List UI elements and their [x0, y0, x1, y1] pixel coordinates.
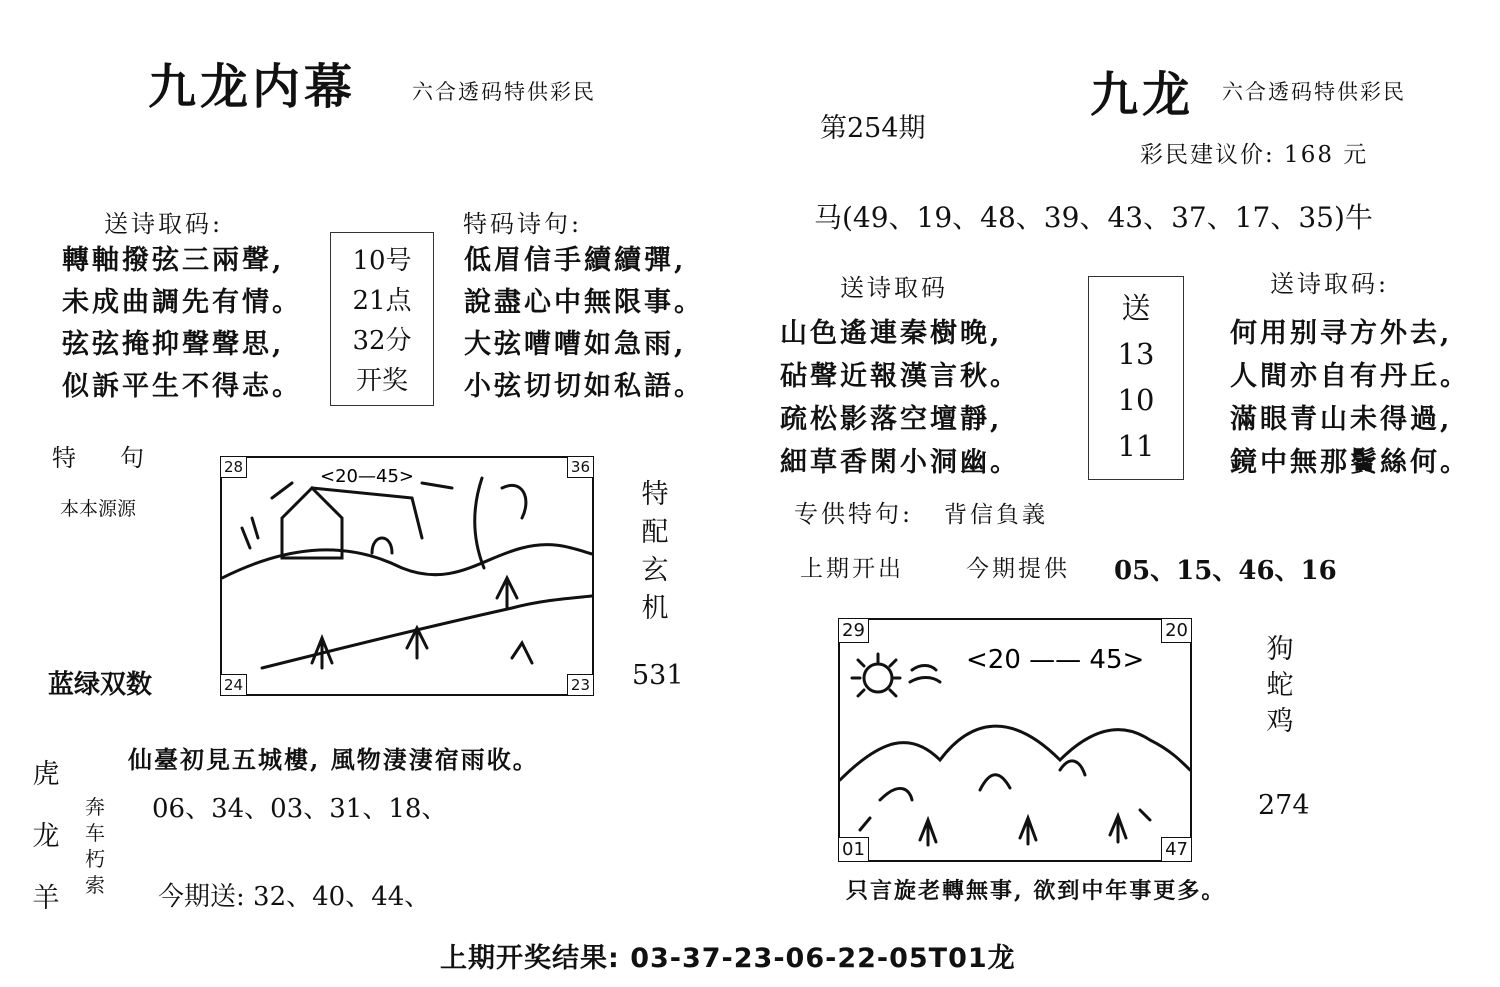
send-number: 10 [1117, 383, 1155, 417]
right-title: 九龙 [1090, 67, 1195, 123]
corner-number-br: 47 [1161, 837, 1192, 862]
draw-label: 开奖 [355, 366, 408, 396]
corner-number-tl: 29 [838, 618, 869, 643]
right-sketch [840, 620, 1190, 860]
draw-minute: 32分 [352, 326, 412, 356]
right-special-phrase: 背信負義 [944, 502, 1048, 528]
send-number: 11 [1117, 429, 1155, 463]
poem-line: 人間亦自有丹丘。 [1230, 361, 1470, 392]
poem-line: 說盡心中無限事。 [464, 287, 704, 318]
last-draw-result: 上期开奖结果: 03-37-23-06-22-05T01龙 [440, 943, 1016, 974]
poem-line: 砧聲近報漢言秋。 [780, 361, 1020, 392]
vertical-char: 车 [85, 821, 105, 845]
poem-line: 大弦嘈嘈如急雨, [464, 329, 687, 360]
vertical-char: 羊 [32, 883, 60, 914]
zodiac-number-range: 马(49、19、48、39、43、37、17、35)牛 [814, 201, 1373, 234]
right-riddle-picture [838, 618, 1192, 862]
vertical-char: 奔 [85, 795, 105, 819]
last-draw-label: 上期开出 [800, 556, 904, 582]
vertical-char: 特 [641, 479, 669, 510]
left-send-numbers: 今期送: 32、40、44、 [158, 882, 431, 912]
poem-line: 鏡中無那鬢絲何。 [1230, 447, 1470, 478]
left-title: 九龙内幕 [148, 59, 357, 115]
right-poem-right [1230, 312, 1470, 484]
right-special-phrase-label: 专供特句: [794, 500, 914, 528]
corner-number-tr: 20 [1161, 618, 1192, 643]
left-number-list: 06、34、03、31、18、 [152, 794, 448, 824]
poem-line: 低眉信手續續彈, [464, 245, 687, 276]
vertical-char: 鸡 [1266, 706, 1294, 737]
poem-line: 山色遙連秦樹晚, [780, 318, 1003, 349]
left-zodiac-vertical [28, 744, 64, 930]
poem-line: 疏松影落空壇靜, [780, 404, 1003, 435]
send-number: 13 [1117, 337, 1155, 371]
poem-line: 似訴平生不得志。 [62, 371, 302, 402]
vertical-char: 玄 [641, 555, 669, 586]
corner-number-br: 23 [567, 674, 594, 696]
left-special-poem [464, 240, 704, 408]
corner-number-bl: 24 [220, 674, 247, 696]
left-poem [62, 240, 302, 408]
vertical-char: 机 [641, 593, 669, 624]
poem-line: 細草香閑小洞幽。 [780, 447, 1020, 478]
vertical-char: 朽 [85, 847, 105, 871]
corner-number-bl: 01 [838, 837, 869, 862]
provide-label: 今期提供 [966, 556, 1070, 582]
left-special-heading: 特码诗句: [463, 210, 583, 238]
draw-number: 10号 [352, 246, 412, 276]
vertical-char: 配 [641, 517, 669, 548]
price-label: 彩民建议价: 168 元 [1140, 142, 1369, 168]
left-subtitle: 六合透码特供彩民 [412, 80, 596, 104]
left-special-phrase: 本本源源 [60, 498, 137, 520]
right-side-number: 274 [1258, 790, 1310, 821]
left-side-vertical [640, 476, 670, 628]
right-side-vertical [1262, 632, 1298, 740]
vertical-char: 索 [85, 873, 105, 897]
corner-number-tr: 36 [567, 456, 594, 478]
right-send-box [1088, 276, 1184, 480]
vertical-char: 龙 [32, 821, 60, 852]
send-label: 送 [1121, 291, 1151, 325]
draw-hour: 21点 [352, 286, 412, 316]
right-subtitle: 六合透码特供彩民 [1222, 80, 1406, 104]
poem-line: 小弦切切如私語。 [464, 371, 704, 402]
provide-numbers: 05、15、46、16 [1114, 556, 1337, 586]
poem-line: 何用别寻方外去, [1230, 318, 1453, 349]
right-poem-heading-right: 送诗取码: [1270, 270, 1390, 298]
left-side-number: 531 [632, 660, 684, 691]
left-poem-heading: 送诗取码: [104, 210, 224, 238]
poem-line: 未成曲調先有情。 [62, 287, 302, 318]
poem-line: 滿眼青山未得過, [1230, 404, 1453, 435]
corner-number-tl: 28 [220, 456, 247, 478]
right-bottom-poem: 只言旋老轉無事, 欲到中年事更多。 [846, 878, 1226, 904]
left-draw-time-box [330, 232, 434, 406]
vertical-char: 虎 [32, 759, 60, 790]
right-poem-left [780, 312, 1020, 484]
left-idiom-vertical [80, 794, 110, 898]
vertical-char: 蛇 [1266, 670, 1294, 701]
right-poem-heading-left: 送诗取码 [840, 274, 948, 302]
poem-line: 弦弦掩抑聲聲思, [62, 329, 285, 360]
left-sketch [222, 458, 592, 694]
left-bottom-poem: 仙臺初見五城樓, 風物淒淒宿雨收。 [128, 745, 539, 774]
left-color-hint: 蓝绿双数 [48, 670, 153, 700]
issue-number: 第254期 [820, 113, 926, 144]
right-pic-range: <20 —— 45> [966, 645, 1145, 675]
left-pic-range: <20—45> [320, 466, 414, 487]
vertical-char: 狗 [1266, 634, 1294, 665]
left-special-phrase-label: 特 句 [52, 444, 154, 472]
poem-line: 轉軸撥弦三兩聲, [62, 245, 285, 276]
left-riddle-picture [220, 456, 594, 696]
